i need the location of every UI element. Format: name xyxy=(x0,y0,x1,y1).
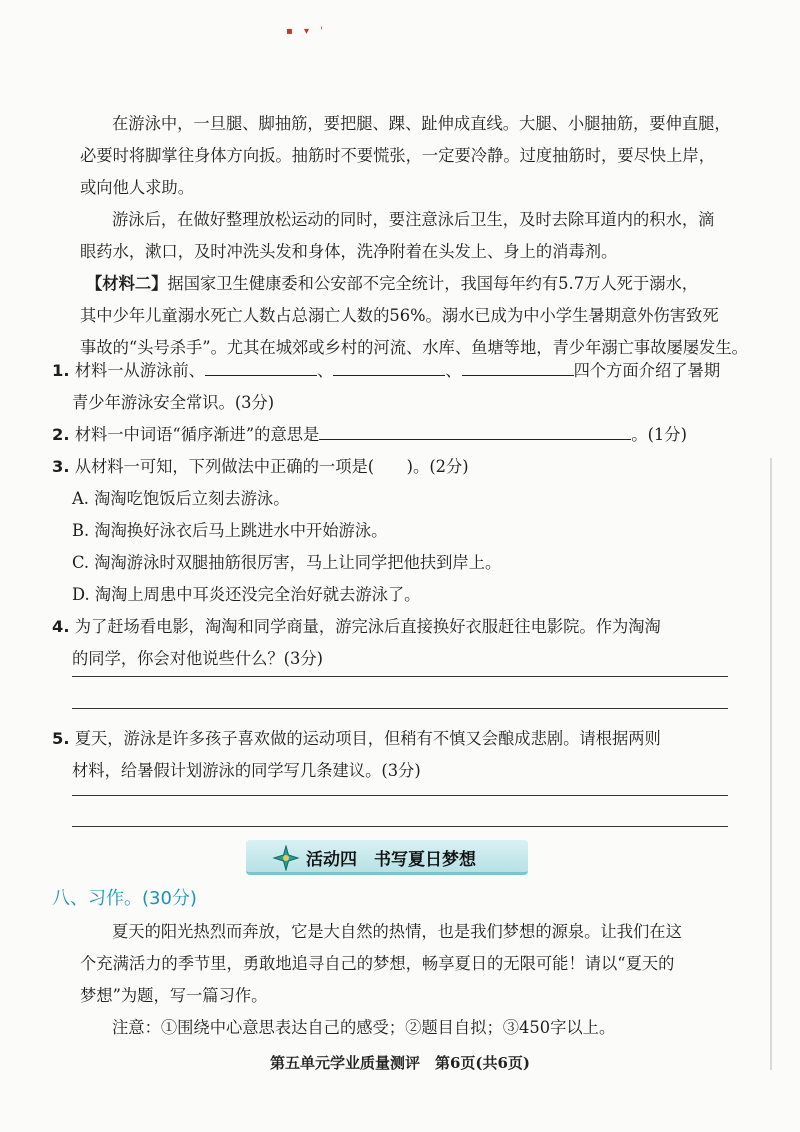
question-4 xyxy=(52,613,661,637)
page-footer: 第五单元学业质量测评 第6页(共6页) xyxy=(269,1054,531,1072)
material2-paragraph xyxy=(80,268,748,364)
section-8-title: 八、习作。(30分) xyxy=(52,888,197,909)
text-line: 或向他人求助。 xyxy=(80,178,194,197)
material2-text: 据国家卫生健康委和公安部不完全统计，我国每年约有5.7万人死于溺水， xyxy=(167,274,699,293)
essay-note: 注意：①围绕中心意思表达自己的感受；②题目自拟；③450字以上。 xyxy=(112,1018,616,1037)
question-text: 材料一从游泳前、 xyxy=(74,361,205,380)
answer-line[interactable] xyxy=(72,708,728,709)
question-3 xyxy=(52,453,469,477)
question-text: 为了赶场看电影，淘淘和同学商量，游完泳后直接换好衣服赶往电影院。作为淘淘 xyxy=(74,617,661,636)
answer-line[interactable] xyxy=(72,826,728,827)
question-text: 材料一中词语“循序渐进”的意思是 xyxy=(74,425,320,444)
question-number: 4. xyxy=(52,617,70,636)
question-5-line2: 材料，给暑假计划游泳的同学写几条建议。(3分) xyxy=(72,761,421,780)
material2-label: 【材料二】 xyxy=(86,274,168,293)
question-number: 1. xyxy=(52,361,70,380)
separator: 、 xyxy=(445,361,462,380)
text-line xyxy=(80,268,730,300)
answer-blank-1[interactable] xyxy=(205,357,317,376)
question-4-line2: 的同学，你会对他说些什么？(3分) xyxy=(72,649,324,668)
question-number: 5. xyxy=(52,729,70,748)
top-stamp-mark: ▪ ▾ ' xyxy=(286,26,327,37)
text-line: 个充满活力的季节里，勇敢地追寻自己的梦想，畅享夏日的无限可能！请以“夏天的 xyxy=(80,954,675,973)
page-edge-shadow xyxy=(770,458,772,1070)
material1-paragraph1 xyxy=(80,108,730,204)
text-line: 必要时将脚掌往身体方向扳。抽筋时不要慌张，一定要冷静。过度抽筋时，要尽快上岸， xyxy=(80,146,715,165)
question-1-line2: 青少年游泳安全常识。(3分) xyxy=(72,393,275,412)
text-line: 在游泳中，一旦腿、脚抽筋，要把腿、踝、趾伸成直线。大腿、小腿抽筋，要伸直腿， xyxy=(112,114,731,133)
question-score: 。(1分) xyxy=(631,425,687,444)
question-5 xyxy=(52,725,661,749)
text-line: 游泳后，在做好整理放松运动的同时，要注意泳后卫生，及时去除耳道内的积水，滴 xyxy=(112,210,715,229)
question-number: 2. xyxy=(52,425,70,444)
option-d[interactable]: D. 淘淘上周患中耳炎还没完全治好就去游泳了。 xyxy=(72,585,421,604)
answer-blank-3[interactable] xyxy=(462,357,574,376)
sparkle-icon xyxy=(272,845,300,871)
option-c[interactable]: C. 淘淘游泳时双腿抽筋很厉害，马上让同学把他扶到岸上。 xyxy=(72,553,502,572)
answer-blank-2[interactable] xyxy=(333,357,445,376)
text-line: 事故的“头号杀手”。尤其在城郊或乡村的河流、水库、鱼塘等地，青少年溺亡事故屡屡发生。 xyxy=(80,338,748,357)
question-text: 夏天，游泳是许多孩子喜欢做的运动项目，但稍有不慎又会酿成悲剧。请根据两则 xyxy=(74,729,661,748)
text-line: 夏天的阳光热烈而奔放，它是大自然的热情，也是我们梦想的源泉。让我们在这 xyxy=(112,922,682,941)
text-line: 其中少年儿童溺水死亡人数占总溺亡人数的56%。溺水已成为中小学生暑期意外伤害致死 xyxy=(80,306,719,325)
question-number: 3. xyxy=(52,457,70,476)
separator: 、 xyxy=(316,361,334,380)
text-line: 眼药水，漱口，及时冲洗头发和身体，洗净附着在头发上、身上的消毒剂。 xyxy=(80,242,618,261)
question-text[interactable]: 从材料一可知，下列做法中正确的一项是( )。(2分) xyxy=(74,457,469,476)
question-2 xyxy=(52,421,687,445)
option-b[interactable]: B. 淘淘换好泳衣后马上跳进水中开始游泳。 xyxy=(72,521,388,540)
answer-line[interactable] xyxy=(72,795,728,796)
essay-prompt xyxy=(80,916,730,1044)
text-line: 梦想”为题，写一篇习作。 xyxy=(80,986,268,1005)
option-a[interactable]: A. 淘淘吃饱饭后立刻去游泳。 xyxy=(72,489,290,508)
question-1 xyxy=(52,357,720,381)
material1-paragraph2 xyxy=(80,204,730,268)
activity-title: 活动四 书写夏日梦想 xyxy=(306,850,476,870)
answer-blank[interactable] xyxy=(319,421,631,440)
question-text: 四个方面介绍了暑期 xyxy=(573,361,721,380)
answer-line[interactable] xyxy=(72,676,728,677)
